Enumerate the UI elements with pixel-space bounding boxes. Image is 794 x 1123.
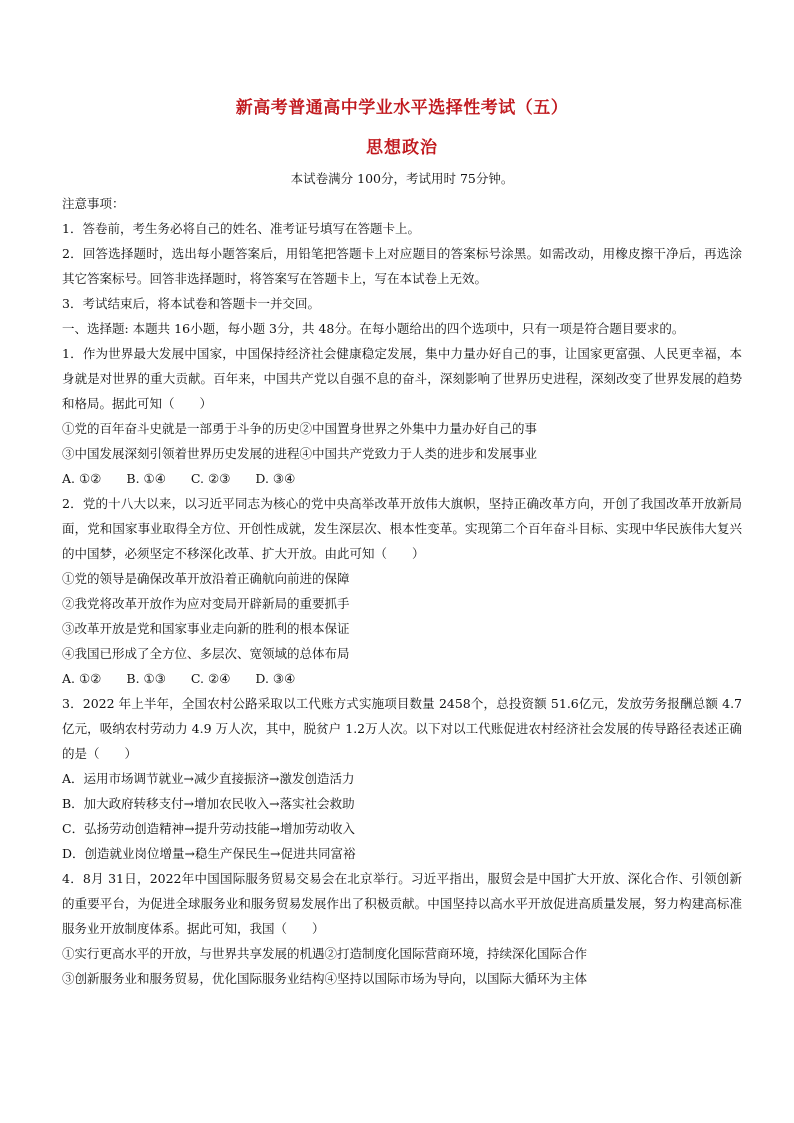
- question-stem: 3．2022 年上半年，全国农村公路采取以工代账方式实施项目数量 2458个，总投资额 51.6亿元，发放劳务报酬总额 4.7亿元，吸纳农村劳动力 4.9 万人次，其中，脱贫户 1.2万人次。以下对以工代账促进农村经济社会发展的传导路径表述正确的是（ ）: [62, 696, 742, 761]
- question-stem: 4．8月 31日，2022年中国国际服务贸易交易会在北京举行。习近平指出，服贸会是中国扩大开放、深化合作、引领创新的重要平台，为促进全球服务业和服务贸易发展作出了积极贡献。中国坚持以高水平开放促进高质量发展，努力构建高标准服务业开放制度体系。据此可知，我国（ ）: [62, 871, 742, 936]
- question-options: A. ①② B. ①④ C. ②③ D. ③④: [62, 471, 296, 486]
- notes-heading: 注意事项：: [62, 196, 125, 211]
- question-statement: ②我党将改革开放作为应对变局开辟新局的重要抓手: [62, 596, 350, 611]
- question-statement: ③创新服务业和服务贸易，优化国际服务业结构④坚持以国际市场为导向，以国际大循环为主体: [62, 971, 588, 986]
- question-statement: ③中国发展深刻引领着世界历史发展的进程④中国共产党致力于人类的进步和发展事业: [62, 446, 538, 461]
- question-option: D．创造就业岗位增量→稳生产保民生→促进共同富裕: [62, 846, 356, 861]
- exam-meta: 本试卷满分 100分，考试用时 75分钟。: [290, 171, 514, 186]
- exam-title: 新高考普通高中学业水平选择性考试（五）: [235, 98, 569, 118]
- exam-page: [62, 95, 742, 991]
- question-statement: ①党的领导是确保改革开放沿着正确航向前进的保障: [62, 571, 350, 586]
- question-option: A．运用市场调节就业→减少直接振济→激发创造活力: [62, 771, 355, 786]
- note-item-2: 2．回答选择题时，选出每小题答案后，用铅笔把答题卡上对应题目的答案标号涂黑。如需改动，用橡皮擦干净后，再选涂其它答案标号。回答非选择题时，将答案写在答题卡上，写在本试卷上无效。: [62, 246, 742, 286]
- question-3: [62, 691, 742, 866]
- notes-block: [62, 191, 742, 316]
- question-options: A. ①② B. ①③ C. ②④ D. ③④: [62, 671, 296, 686]
- question-statement: ③改革开放是党和国家事业走向新的胜利的根本保证: [62, 621, 350, 636]
- question-1: [62, 341, 742, 491]
- question-statement: ①党的百年奋斗史就是一部勇于斗争的历史②中国置身世界之外集中力量办好自己的事: [62, 421, 538, 436]
- question-4: [62, 866, 742, 991]
- section-heading: 一、选择题: 本题共 16小题，每小题 3分，共 48分。在每小题给出的四个选项中，只有一项是符合题目要求的。: [62, 321, 685, 336]
- note-item-3: 3．考试结束后，将本试卷和答题卡一并交回。: [62, 296, 320, 311]
- question-statement: ①实行更高水平的开放，与世界共享发展的机遇②打造制度化国际营商环境，持续深化国际合作: [62, 946, 588, 961]
- question-statement: ④我国已形成了全方位、多层次、宽领域的总体布局: [62, 646, 350, 661]
- exam-subject: 思想政治: [366, 138, 438, 158]
- question-option: C．弘扬劳动创造精神→提升劳动技能→增加劳动收入: [62, 821, 356, 836]
- question-stem: 2．党的十八大以来，以习近平同志为核心的党中央高举改革开放伟大旗帜，坚持正确改革方向，开创了我国改革开放新局面，党和国家事业取得全方位、开创性成就，发生深层次、根本性变革。实现第二个百年奋斗目标、实现中华民族伟大复兴的中国梦，必须坚定不移深化改革、扩大开放。由此可知（ ）: [62, 496, 742, 561]
- question-stem: 1．作为世界最大发展中国家，中国保持经济社会健康稳定发展，集中力量办好自己的事，让国家更富强、人民更幸福，本身就是对世界的重大贡献。百年来，中国共产党以自强不息的奋斗，深刻影响了世界历史进程，深刻改变了世界发展的趋势和格局。据此可知（ ）: [62, 346, 742, 411]
- question-option: B．加大政府转移支付→增加农民收入→落实社会救助: [62, 796, 355, 811]
- note-item-1: 1．答卷前，考生务必将自己的姓名、准考证号填写在答题卡上。: [62, 221, 420, 236]
- question-2: [62, 491, 742, 691]
